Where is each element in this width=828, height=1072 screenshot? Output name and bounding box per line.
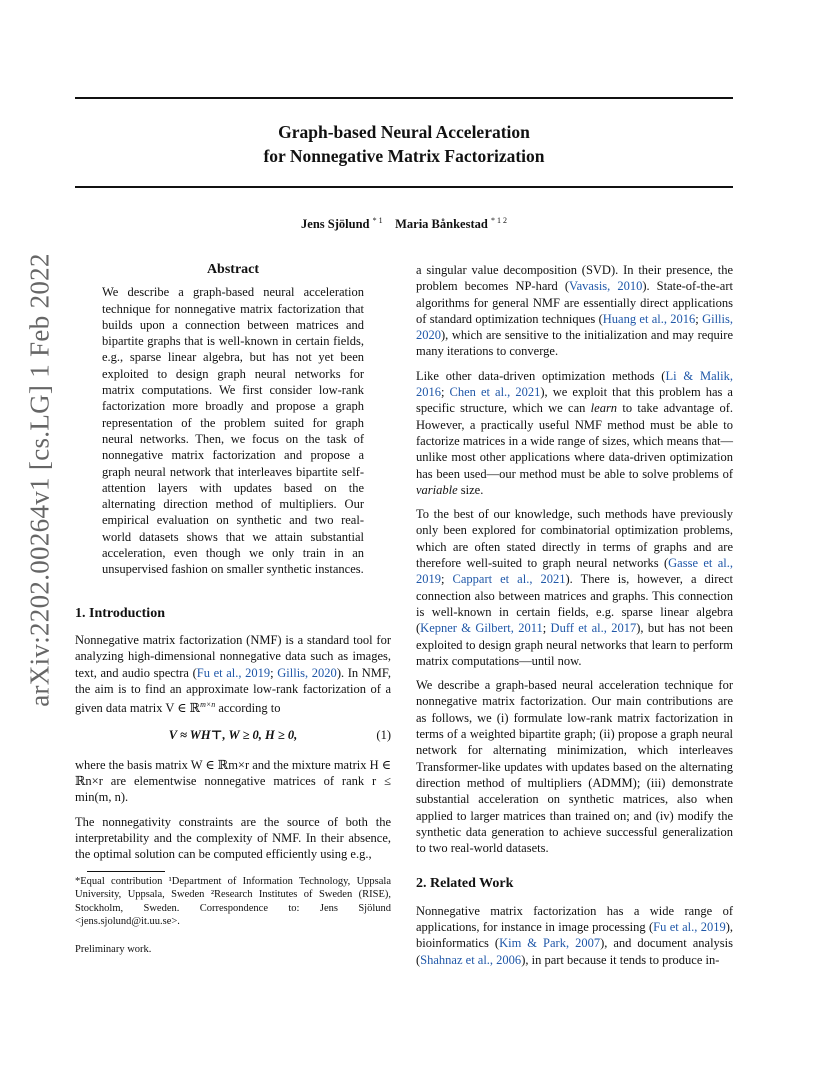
right-paragraph-5 [416, 903, 733, 968]
emphasis: learn [590, 401, 618, 416]
title-line-2: for Nonnegative Matrix Factorization [263, 146, 545, 166]
text-run: ), but has not been exploited to design graph neural networks that learn to perform matrix computations—until now. [416, 621, 734, 668]
footnote-rule [87, 871, 165, 872]
equation-body: V ≈ WH⊤, W ≥ 0, H ≥ 0, [168, 727, 298, 742]
citation-link[interactable]: Shahnaz et al., 2006 [420, 952, 522, 967]
citation-link[interactable]: Fu et al., 2019 [196, 665, 271, 680]
emphasis: variable [416, 482, 458, 497]
author-1-affil: * 1 [372, 216, 383, 225]
right-paragraph-3 [416, 506, 733, 669]
text-run: ), bioinformatics ( [416, 919, 733, 951]
text-run: Nonnegative matrix factorization (NMF) is a standard tool for analyzing high-dimensional nonnegative data such as images, text, and audio spectra ( [75, 632, 391, 680]
text-run: ; [270, 665, 278, 680]
right-paragraph-2 [416, 368, 733, 498]
text-run: ), and document analysis ( [416, 936, 733, 967]
text-run: ), we exploit that this problem has a specific structure, which we can [416, 385, 733, 416]
citation-link[interactable]: Cappart et al., 2021 [452, 572, 566, 587]
text-run: a singular value decomposition (SVD). In their presence, the problem becomes NP-hard ( [416, 263, 733, 294]
superscript: m×n [200, 700, 216, 710]
text-run: ; [695, 311, 703, 326]
text-run: to take advantage of. However, a practically useful NMF method must be able to factorize matrices in a wide range of sizes, which means that—unlike most other applications where data-driven optimization has been used—our method must be able to solve problems of [416, 401, 733, 481]
intro-paragraph-2: where the basis matrix W ∈ ℝm×r and the mixture matrix H ∈ ℝn×r are elementwise nonnegative matrices of rank r ≤ min(m, n). [75, 757, 391, 805]
preliminary-note: Preliminary work. [75, 943, 152, 955]
text-run: size. [457, 482, 484, 497]
abstract-text: We describe a graph-based neural acceleration technique for nonnegative matrix factorization that builds upon a connection between matrices and bipartite graphs that is well-known in certain fields, e.g., sparse linear algebra, but has not yet been exploited to design graph neural networks for matrix computations. We first consider low-rank factorization more broadly and propose a graph representation of the problem suited for graph neural networks. Then, we focus on the task of nonnegative matrix factorization and propose a graph neural network that interleaves bipartite self-attention layers with updates based on the alternating direction method of multipliers. Our empirical evaluation on synthetic and two real-world datasets shows that we attain substantial acceleration, even though we only train in an unsupervised fashion on smaller synthetic instances. [102, 285, 364, 577]
citation-link[interactable]: Kepner & Gilbert, 2011 [420, 621, 543, 636]
right-paragraph-1 [416, 262, 733, 360]
right-paragraph-4: We describe a graph-based neural acceleration technique for nonnegative matrix factorization. Our main contributions are as follows, we (i) formulate low-rank matrix factorization in terms of a weighted bipartite graph; (ii) propose a graph neural network for alternating minimization, which interleaves Transformer-like updates with updates based on the alternating direction method of multipliers (ADMM); (iii) demonstrate substantial acceleration on synthetic matrices, also when applied to larger matrices than trained on; and (iv) modify the synthetic data generation to achieve successful generalization to two real-world datasets. [416, 678, 733, 856]
citation-link[interactable]: Kim & Park, 2007 [499, 936, 601, 951]
citation-link[interactable]: Gillis, 2020 [277, 665, 337, 680]
text-run: according to [215, 701, 281, 716]
citation-link[interactable]: Fu et al., 2019 [653, 919, 726, 934]
citation-link[interactable]: Vavasis, 2010 [568, 279, 643, 294]
citation-link[interactable]: Gillis, 2020 [416, 311, 733, 343]
footnote: *Equal contribution ¹Department of Information Technology, Uppsala University, Uppsala, Sweden ²Research Institutes of Sweden (RISE), Stockholm, Sweden. Correspondence to: Jens Sjölund <jens.sjolund@it.uu.se>. [75, 875, 391, 928]
left-column [75, 262, 391, 956]
title-line-1: Graph-based Neural Acceleration [278, 122, 530, 142]
author-2: Maria Bånkestad [395, 217, 488, 232]
author-1: Jens Sjölund [301, 217, 370, 232]
author-2-affil: * 1 2 [490, 216, 507, 225]
text-run: ; [542, 621, 551, 636]
text-run: ). There is, however, a direct connection also between matrices and graphs. This connection is well-known in certain fields, e.g. sparse linear algebra ( [416, 572, 733, 636]
text-run: ), which are sensitive to the initialization and may require many iterations to converge. [416, 328, 733, 359]
arxiv-side-label: arXiv:2202.00264v1 [cs.LG] 1 Feb 2022 [24, 253, 55, 707]
text-run: Like other data-driven optimization methods ( [416, 368, 666, 383]
section-related-work-heading: 2. Related Work [416, 876, 514, 892]
text-run: ). State-of-the-art algorithms for general NMF are essentially direct applications of standard optimization techniques ( [416, 279, 733, 326]
intro-paragraph-1 [75, 632, 391, 717]
citation-link[interactable]: Chen et al., 2021 [449, 385, 541, 400]
text-run: ), in part because it tends to produce in- [521, 952, 720, 967]
equation-number: (1) [376, 727, 391, 742]
citation-link[interactable]: Huang et al., 2016 [602, 311, 696, 326]
text-run: Nonnegative matrix factorization has a wide range of applications, for instance in image processing ( [416, 903, 733, 934]
citation-link[interactable]: Gasse et al., 2019 [416, 556, 733, 587]
text-run: ; [441, 572, 453, 587]
text-run: ). In NMF, the aim is to find an approximate low-rank factorization of a given data matrix V ∈ ℝ [75, 665, 391, 716]
right-column [416, 262, 733, 976]
author-list [75, 216, 733, 232]
section-introduction-heading: 1. Introduction [75, 605, 165, 621]
top-rule [75, 97, 733, 99]
abstract-heading: Abstract [206, 262, 260, 277]
text-run: ; [441, 385, 450, 400]
paper-title [75, 120, 733, 168]
text-run: To the best of our knowledge, such methods have previously only been explored for combinatorial optimization problems, which are often stated directly in terms of graphs and are therefore well-suited to graph neural networks ( [416, 507, 733, 571]
intro-paragraph-3: The nonnegativity constraints are the source of both the interpretability and the complexity of NMF. In their absence, the optimal solution can be computed efficiently using e.g., [75, 814, 391, 862]
citation-link[interactable]: Li & Malik, 2016 [416, 368, 733, 400]
bottom-title-rule [75, 186, 733, 188]
citation-link[interactable]: Duff et al., 2017 [550, 621, 637, 636]
equation-1 [75, 727, 391, 743]
